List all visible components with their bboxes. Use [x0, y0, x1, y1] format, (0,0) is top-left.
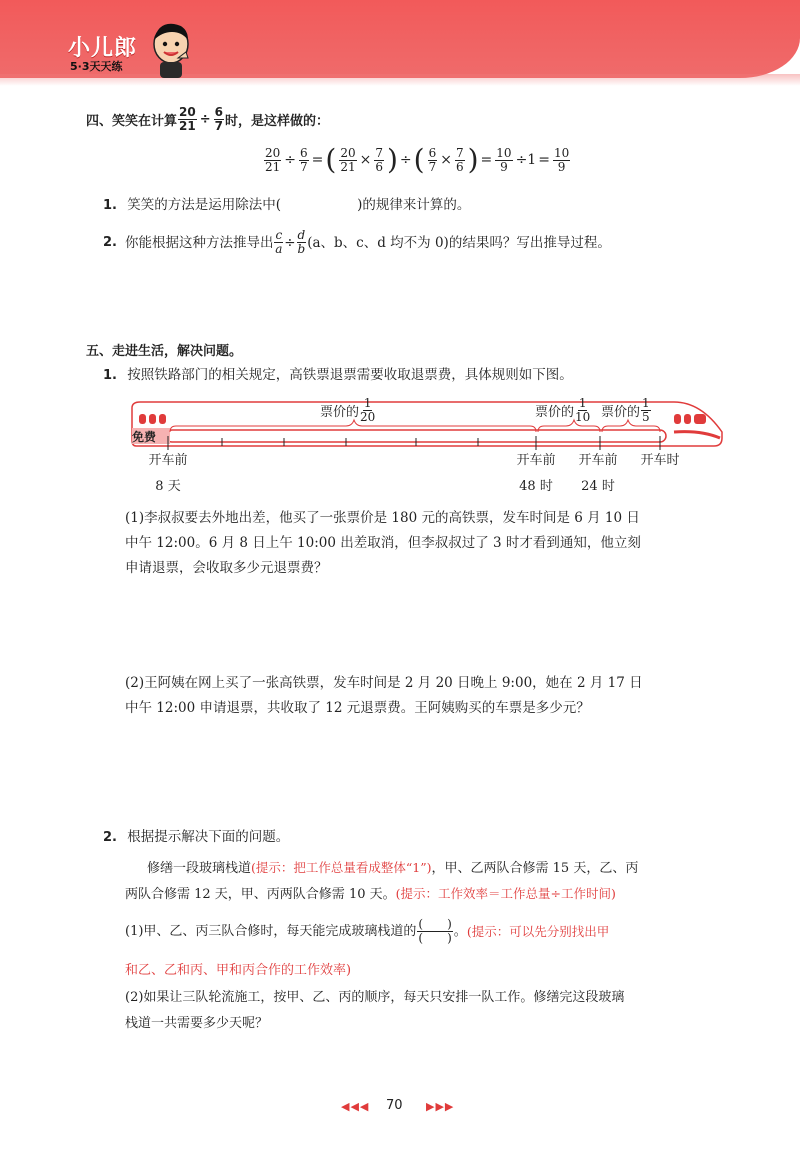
mascot-icon	[148, 18, 194, 78]
q2-part1-hint: 和乙、乙和丙、甲和丙合作的工作效率)	[125, 963, 352, 978]
s5-question-2: 2. 根据提示解决下面的问题。	[103, 829, 290, 845]
title-fraction-1: $\frac{20}{21}$	[179, 105, 196, 133]
q2-statement-2: 两队合修需 12 天，甲、丙两队合修需 10 天。(提示：工作效率＝工作总量÷工作时间)	[125, 886, 616, 902]
section4-title: 四、笑笑在计算 $\frac{20}{21}$ ÷ $\frac{6}{7}$ 时，是这样做的：	[86, 105, 329, 133]
q2-part1: (1)甲、乙、丙三队合修时，每天能完成玻璃栈道的 $\frac{( )}{( )}$ 。 (提示：可以先分别找出甲	[125, 917, 610, 945]
answer-blank[interactable]	[281, 208, 357, 209]
equation-line: $\frac{20}{21}$ ÷ $\frac{6}{7}$ = ( $\frac{20}{21}$ × $\frac{7}{6}$ ) ÷ ( $\frac{6}{7}$ × $\frac{7}{6}$ ) = $\frac{10}{9}$ ÷1 = $\frac{10}{9}$	[265, 143, 570, 176]
q2-part2: (2)如果让三队轮流施工，按甲、乙、丙的顺序，每天只安排一队工作。修缮完这段玻璃 栈道一共需要多少天呢？	[125, 990, 625, 1031]
page-number: 70	[386, 1098, 403, 1113]
free-label: 免费	[132, 430, 157, 444]
prev-arrows-icon: ◀◀◀	[341, 1100, 370, 1113]
q2-statement: 修缮一段玻璃栈道(提示：把工作总量看成整体“1”)，甲、乙两队合修需 15 天，乙、丙	[147, 860, 639, 876]
s4-question-2: 2. 你能根据这种方法推导出 $\frac{c}{a}$ ÷ $\frac{d}{b}$ (a、b、c、d 均不为 0)的结果吗？写出推导过程。	[103, 228, 611, 256]
next-arrows-icon: ▶▶▶	[426, 1100, 455, 1113]
fee-label-3: 票价的 $\frac{1}{5}$	[601, 396, 650, 424]
logo-title: 小儿郎	[68, 36, 138, 61]
fee-label-2: 票价的 $\frac{1}{10}$	[535, 396, 591, 424]
s5-question-1: 1. 按照铁路部门的相关规定，高铁票退票需要收取退票费，具体规则如下图。	[103, 367, 573, 383]
answer-fraction-blank[interactable]: $\frac{( )}{( )}$	[418, 917, 452, 945]
tick-8-days: 开车前 8 天	[148, 453, 188, 494]
tick-departure: 开车时	[640, 453, 680, 468]
logo-subtitle: 5·3天天练	[70, 60, 123, 73]
s4-question-1: 1. 笑笑的方法是运用除法中( )的规律来计算的。	[103, 197, 471, 213]
tick-48-hours: 开车前 48 时	[516, 453, 556, 494]
part2-text: (2)王阿姨在网上买了一张高铁票，发车时间是 2 月 20 日晚上 9:00，她在 2 月 17 日 中午 12:00 申请退票，共收取了 12 元退票费。王阿姨购买的车票是多少元？	[125, 675, 643, 716]
fee-label-1: 票价的 $\frac{1}{20}$	[320, 396, 376, 424]
part1-text: (1)李叔叔要去外地出差，他买了一张票价是 180 元的高铁票，发车时间是 6 月 10 日 中午 12:00。6 月 8 日上午 10:00 出差取消，但李叔叔过了 3 时才看到通知，他立刻 申请退票，会收取多少元退票费？	[125, 510, 641, 576]
title-fraction-2: $\frac{6}{7}$	[214, 105, 223, 133]
tick-24-hours: 开车前 24 时	[578, 453, 618, 494]
section5-title: 五、走进生活，解决问题。	[86, 344, 243, 359]
